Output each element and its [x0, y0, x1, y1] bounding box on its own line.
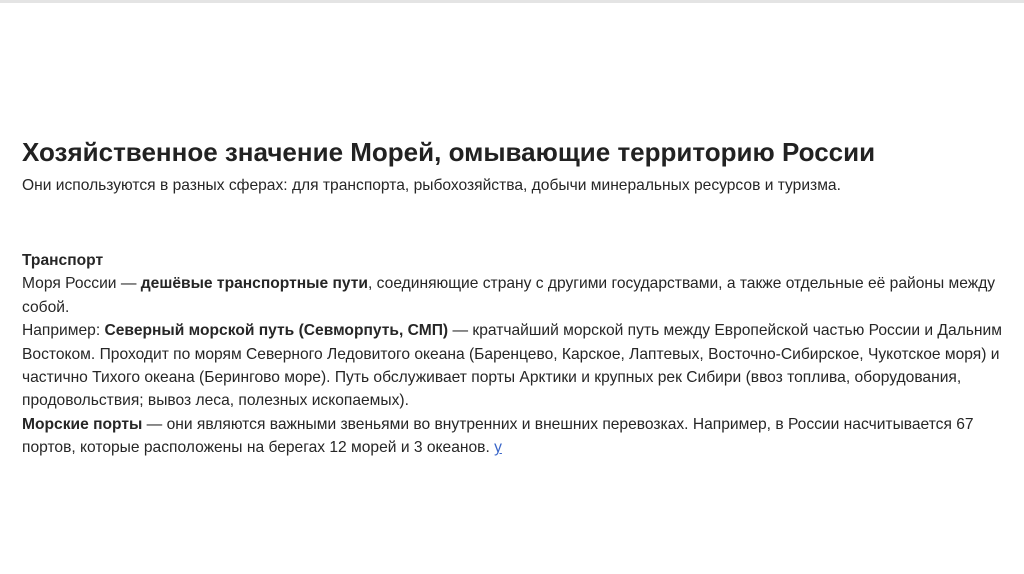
transport-section [22, 249, 1007, 460]
slide-content [22, 136, 1007, 460]
paragraph-northern-route [22, 319, 1007, 413]
lead-paragraph: Они используются в разных сферах: для транспорта, рыбохозяйства, добычи минеральных ресурсов и туризма. [22, 177, 841, 194]
source-link[interactable]: у [494, 439, 502, 457]
top-divider [0, 0, 1024, 3]
paragraph-sea-routes [22, 272, 1007, 319]
slide-title: Хозяйственное значение Морей, омывающие территорию России [22, 137, 876, 167]
northern-route-text: — кратчайший морской путь между Европейской частью России и Дальним Востоком. Проходит по морям Северного Ледовитого океана (Баренцево, Карское, Лаптевых, Восточно-Сибирское, Чукотское моря) и частично Тихого океана (Берингово море). Путь обслуживает порты Арктики и крупных рек Сибири (ввоз топлива, оборудования, продовольствия; вывоз леса, полезных ископаемых). [22, 322, 1002, 410]
sea-routes-emphasis: дешёвые транспортные пути [140, 275, 369, 293]
sea-ports-text: — они являются важными звеньями во внутренних и внешних перевозках. Например, в России насчитывается 67 портов, которые расположены на берегах 12 морей и 3 океанов. [22, 415, 974, 457]
sea-routes-text: , соединяющие страну с другими государствами, а также отдельные её районы между собой. [22, 275, 996, 316]
sea-ports-emphasis: Морские порты [22, 415, 143, 433]
northern-route-intro: Например: [22, 322, 105, 340]
sea-routes-intro: Моря России — [22, 275, 141, 293]
section-heading: Транспорт [22, 252, 104, 269]
paragraph-sea-ports [22, 413, 1007, 460]
northern-route-emphasis: Северный морской путь (Севморпуть, СМП) [104, 322, 449, 340]
